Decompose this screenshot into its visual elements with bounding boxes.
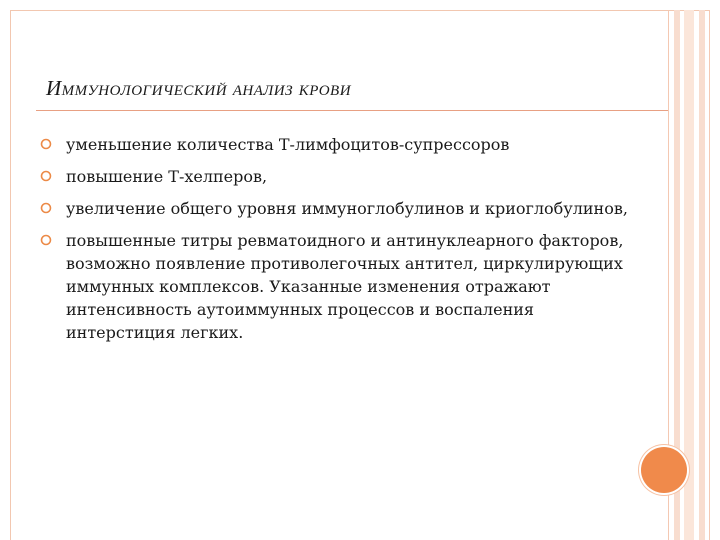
hollow-circle-icon [40, 234, 52, 246]
slide-title [46, 76, 351, 101]
bullet-text: увеличение общего уровня иммуноглобулинов и криоглобулинов, [66, 199, 628, 218]
hollow-circle-icon [40, 202, 52, 214]
bullet-text: повышенные титры ревматоидного и антинуклеарного факторов, возможно появление противолегочных антител, циркулирующих иммунных комплексов. Указанные изменения отражают интенсивность аутоиммунных процессов и воспаления интерстиция легких. [66, 231, 624, 342]
bullet-list [40, 133, 640, 353]
title-underline [36, 110, 668, 111]
list-item [40, 165, 640, 188]
list-item [40, 197, 640, 220]
slide-title-text: Иммунологический анализ крови [46, 76, 352, 100]
orange-circle-icon [641, 447, 687, 493]
bullet-text: повышение Т-хелперов, [66, 167, 268, 186]
list-item [40, 229, 640, 344]
hollow-circle-icon [40, 170, 52, 182]
hollow-circle-icon [40, 138, 52, 150]
bullet-text: уменьшение количества Т-лимфоцитов-супрессоров [66, 135, 510, 154]
list-item [40, 133, 640, 156]
